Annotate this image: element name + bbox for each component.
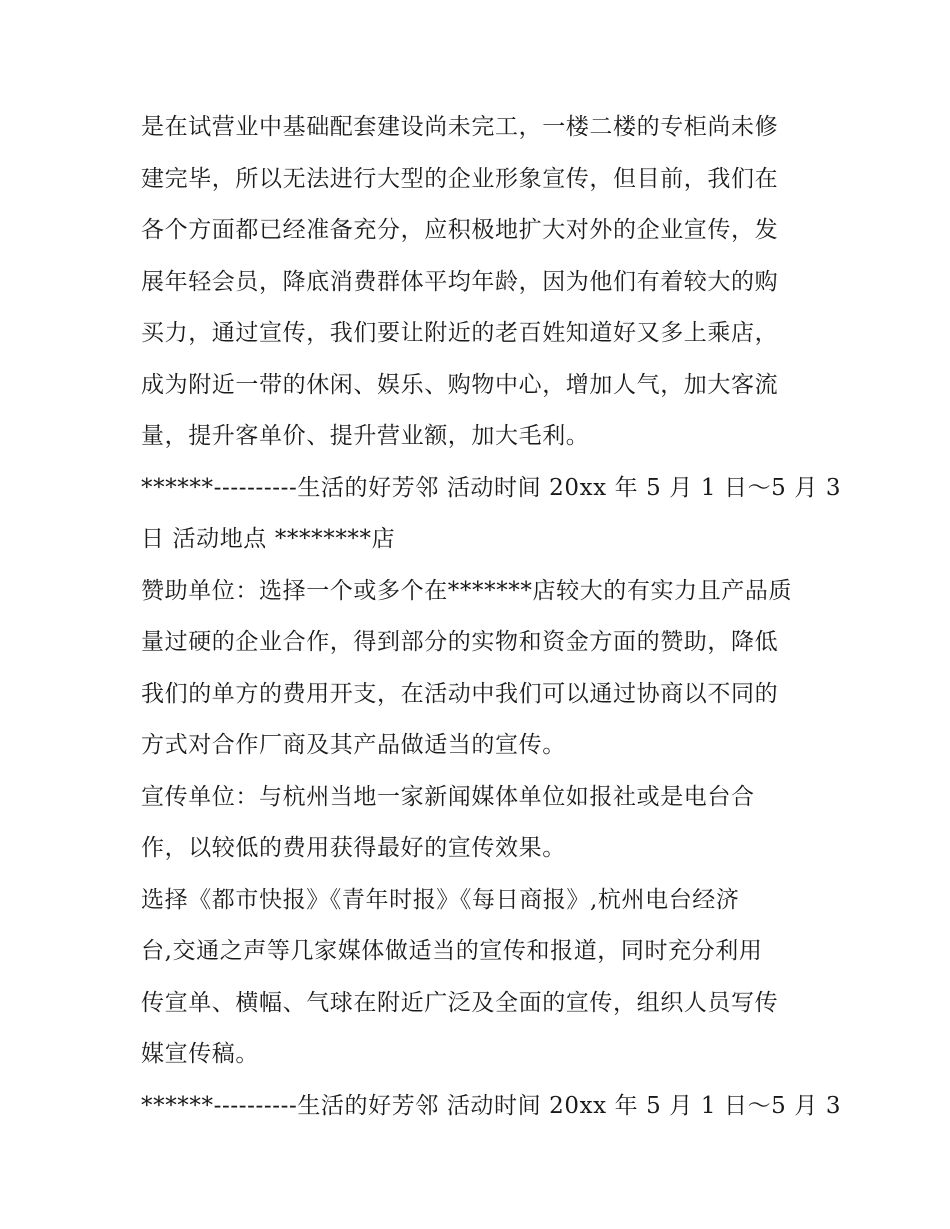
text-line: 方式对合作厂商及其产品做适当的宣传。 [141,732,566,758]
document-body [141,102,842,1132]
text-line: 作，以较低的费用获得最好的宣传效果。 [141,835,566,861]
publicity-paragraph-line: 宣传单位：与杭州当地一家新闻媒体单位如报社或是电台合 [141,783,755,810]
text-line: 量过硬的企业合作，得到部分的实物和资金方面的赞助，降低 [141,629,779,655]
media-paragraph-line: 选择《都市快报》《青年时报》《每日商报》,杭州电台经济 [141,886,740,913]
text-line: 量，提升客单价、提升营业额，加大毛利。 [141,423,590,449]
text-line: 买力，通过宣传，我们要让附近的老百姓知道好又多上乘店， [141,320,779,346]
activity-heading-line: ******----------生活的好芳邻 活动时间 20xx 年 5 月 1 日～5 月 3 [141,474,842,501]
text-line: 是在试营业中基础配套建设尚未完工，一楼二楼的专柜尚未修 [141,114,779,140]
text-line: 展年轻会员，降底消费群体平均年龄，因为他们有着较大的购 [141,268,779,295]
text-line: 建完毕，所以无法进行大型的企业形象宣传，但目前，我们在 [141,165,779,192]
activity-heading-line: ******----------生活的好芳邻 活动时间 20xx 年 5 月 1 日～5 月 3 [141,1092,842,1119]
text-line: 台,交通之声等几家媒体做适当的宣传和报道，同时充分利用 [141,938,763,964]
text-line: 我们的单方的费用开支，在活动中我们可以通过协商以不同的 [141,680,779,707]
text-line: 各个方面都已经准备充分，应积极地扩大对外的企业宣传，发 [141,217,779,243]
sponsor-paragraph-line: 赞助单位：选择一个或多个在*******店较大的有实力且产品质 [141,577,793,604]
text-line: 媒宣传稿。 [141,1041,259,1067]
text-line: 成为附近一带的休闲、娱乐、购物中心，增加人气，加大客流 [141,371,779,398]
activity-location-line: 日 活动地点 ********店 [141,526,396,552]
text-line: 传宣单、横幅、气球在附近广泛及全面的宣传，组织人员写传 [141,989,779,1016]
